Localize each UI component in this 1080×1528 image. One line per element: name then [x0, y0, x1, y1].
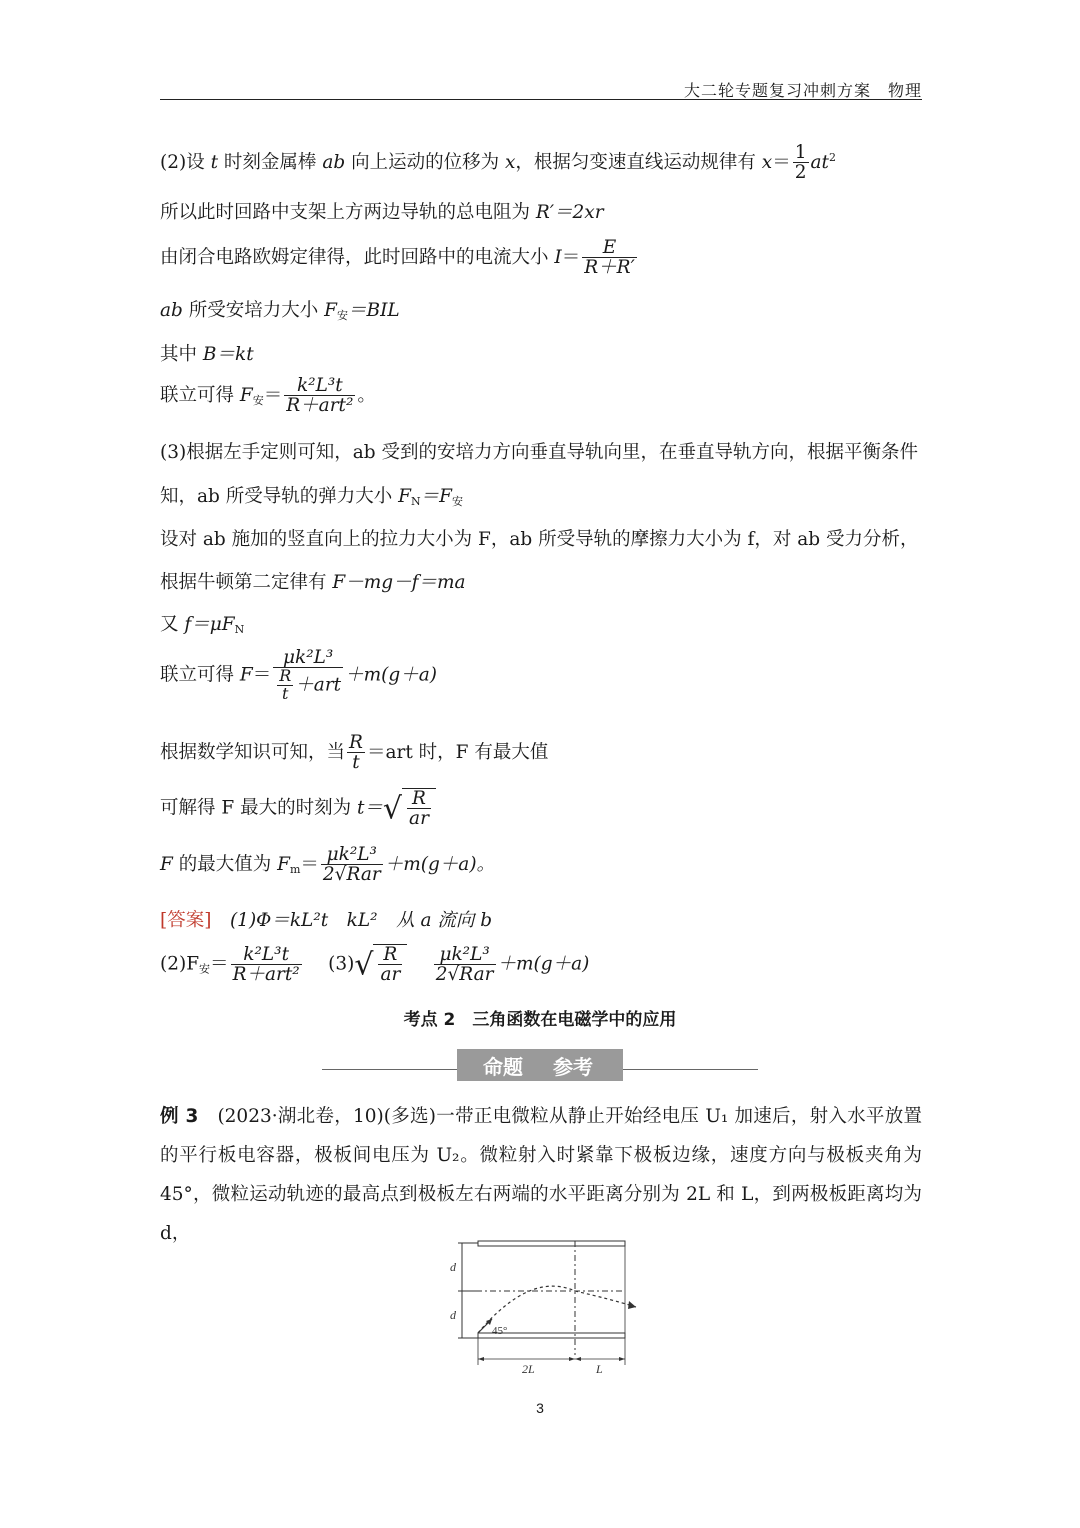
solution-line-4: ab 所受安培力大小 $F_安=BIL$: [160, 300, 400, 322]
banner-line-left: [322, 1069, 457, 1070]
header-rule: [160, 99, 922, 100]
solution-line-5: 其中 B＝kt: [160, 344, 254, 365]
solution-line-2: 所以此时回路中支架上方两边导轨的总电阻为 R′＝2xr: [160, 202, 604, 223]
page-number: 3: [536, 1400, 544, 1416]
solution-line-14: 可解得 F 最大的时刻为 t＝√ $\frac{R}{ar}$: [160, 788, 436, 829]
section-title: 考点 2 三角函数在电磁学中的应用: [403, 1010, 677, 1030]
solution-line-6: 联立可得 $F_安=$ $\frac{\text{k²L³t}}{\text{R＋art²}}$ 。: [160, 375, 376, 417]
solution-line-13: 根据数学知识可知，当 $\frac{R}{t}$ ＝art 时，F 有最大值: [160, 732, 549, 774]
fraction-force: $\frac{\text{k²L³t}}{\text{R＋art²}}$: [286, 375, 354, 417]
solution-line-10: 根据牛顿第二定律有 F－mg－f＝ma: [160, 572, 466, 593]
answer-label: [答案]: [160, 910, 212, 931]
label-d-bottom: d: [450, 1308, 456, 1322]
solution-line-7: (3)根据左手定则可知，ab 受到的安培力方向垂直导轨向里，在垂直导轨方向，根据平衡条件: [160, 442, 918, 463]
solution-line-15: F 的最大值为 $F_m=$ $\frac{\text{μk²L³}}{\text{2√Rar}}$ ＋m(g＋a)。: [160, 844, 496, 886]
capacitor-figure: [440, 1235, 650, 1375]
banner-line-right: [623, 1069, 758, 1070]
label-d-top: d: [450, 1260, 456, 1274]
header-title: 大二轮专题复习冲刺方案 物理: [683, 83, 922, 100]
solution-line-9: 设对 ab 施加的竖直向上的拉力大小为 F，ab 所受导轨的摩擦力大小为 f，对 ab 受力分析，: [160, 529, 919, 550]
answer-line-1: [答案] (1)Φ＝kL²t kL² 从 a 流向 b: [160, 910, 493, 931]
answer-line-2: $(2)F_安=$ $\frac{\text{k²L³t}}{\text{R＋art²}}$ (3)√ $\frac{R}{ar}$ $\frac{\text{μk²L³}}{\text{2√Rar}}$ ＋m(g＋a): [160, 943, 590, 986]
label-2L: 2L: [522, 1362, 535, 1375]
fraction-pull-force: μk²L³ $\frac{R}{t}$ ＋art: [273, 648, 343, 703]
label-L: L: [596, 1362, 603, 1375]
sqrt-symbol: √ $\frac{R}{ar}$: [383, 788, 436, 829]
solution-line-12: 联立可得 F＝ μk²L³ $\frac{R}{t}$ ＋art ＋m(g＋a): [160, 647, 437, 704]
fraction-half: $\frac{1}{2}$: [794, 142, 807, 184]
solution-line-8: 知，ab 所受导轨的弹力大小 $F_N=F_安$: [160, 486, 463, 508]
top-plate: [478, 1241, 625, 1246]
example-paragraph: 例 3 (2023·湖北卷，10)(多选)一带正电微粒从静止开始经电压 U₁ 加速后，射入水平放置的平行板电容器，极板间电压为 U₂。微粒射入时紧靠下极板边缘，速度方向与极板夹角为 45°，微粒运动轨迹的最高点到极板左右两端的水平距离分别为 2L 和 L，到两极板距离均为 d，: [160, 1106, 922, 1244]
fraction-current: $\frac{E}{R+R'}$: [584, 237, 635, 279]
solution-line-11: 又 $f=\mu F_N$: [160, 614, 245, 636]
banner: 命题 参考: [457, 1049, 623, 1081]
solution-line-3: 由闭合电路欧姆定律得，此时回路中的电流大小 I＝ $\frac{E}{R+R'}$: [160, 237, 635, 279]
label-angle: 45°: [492, 1325, 508, 1337]
solution-line-1: (2)设 t 时刻金属棒 ab 向上运动的位移为 x，根据匀变速直线运动规律有 x＝ $\frac{1}{2}$ $at^2$: [160, 142, 836, 184]
